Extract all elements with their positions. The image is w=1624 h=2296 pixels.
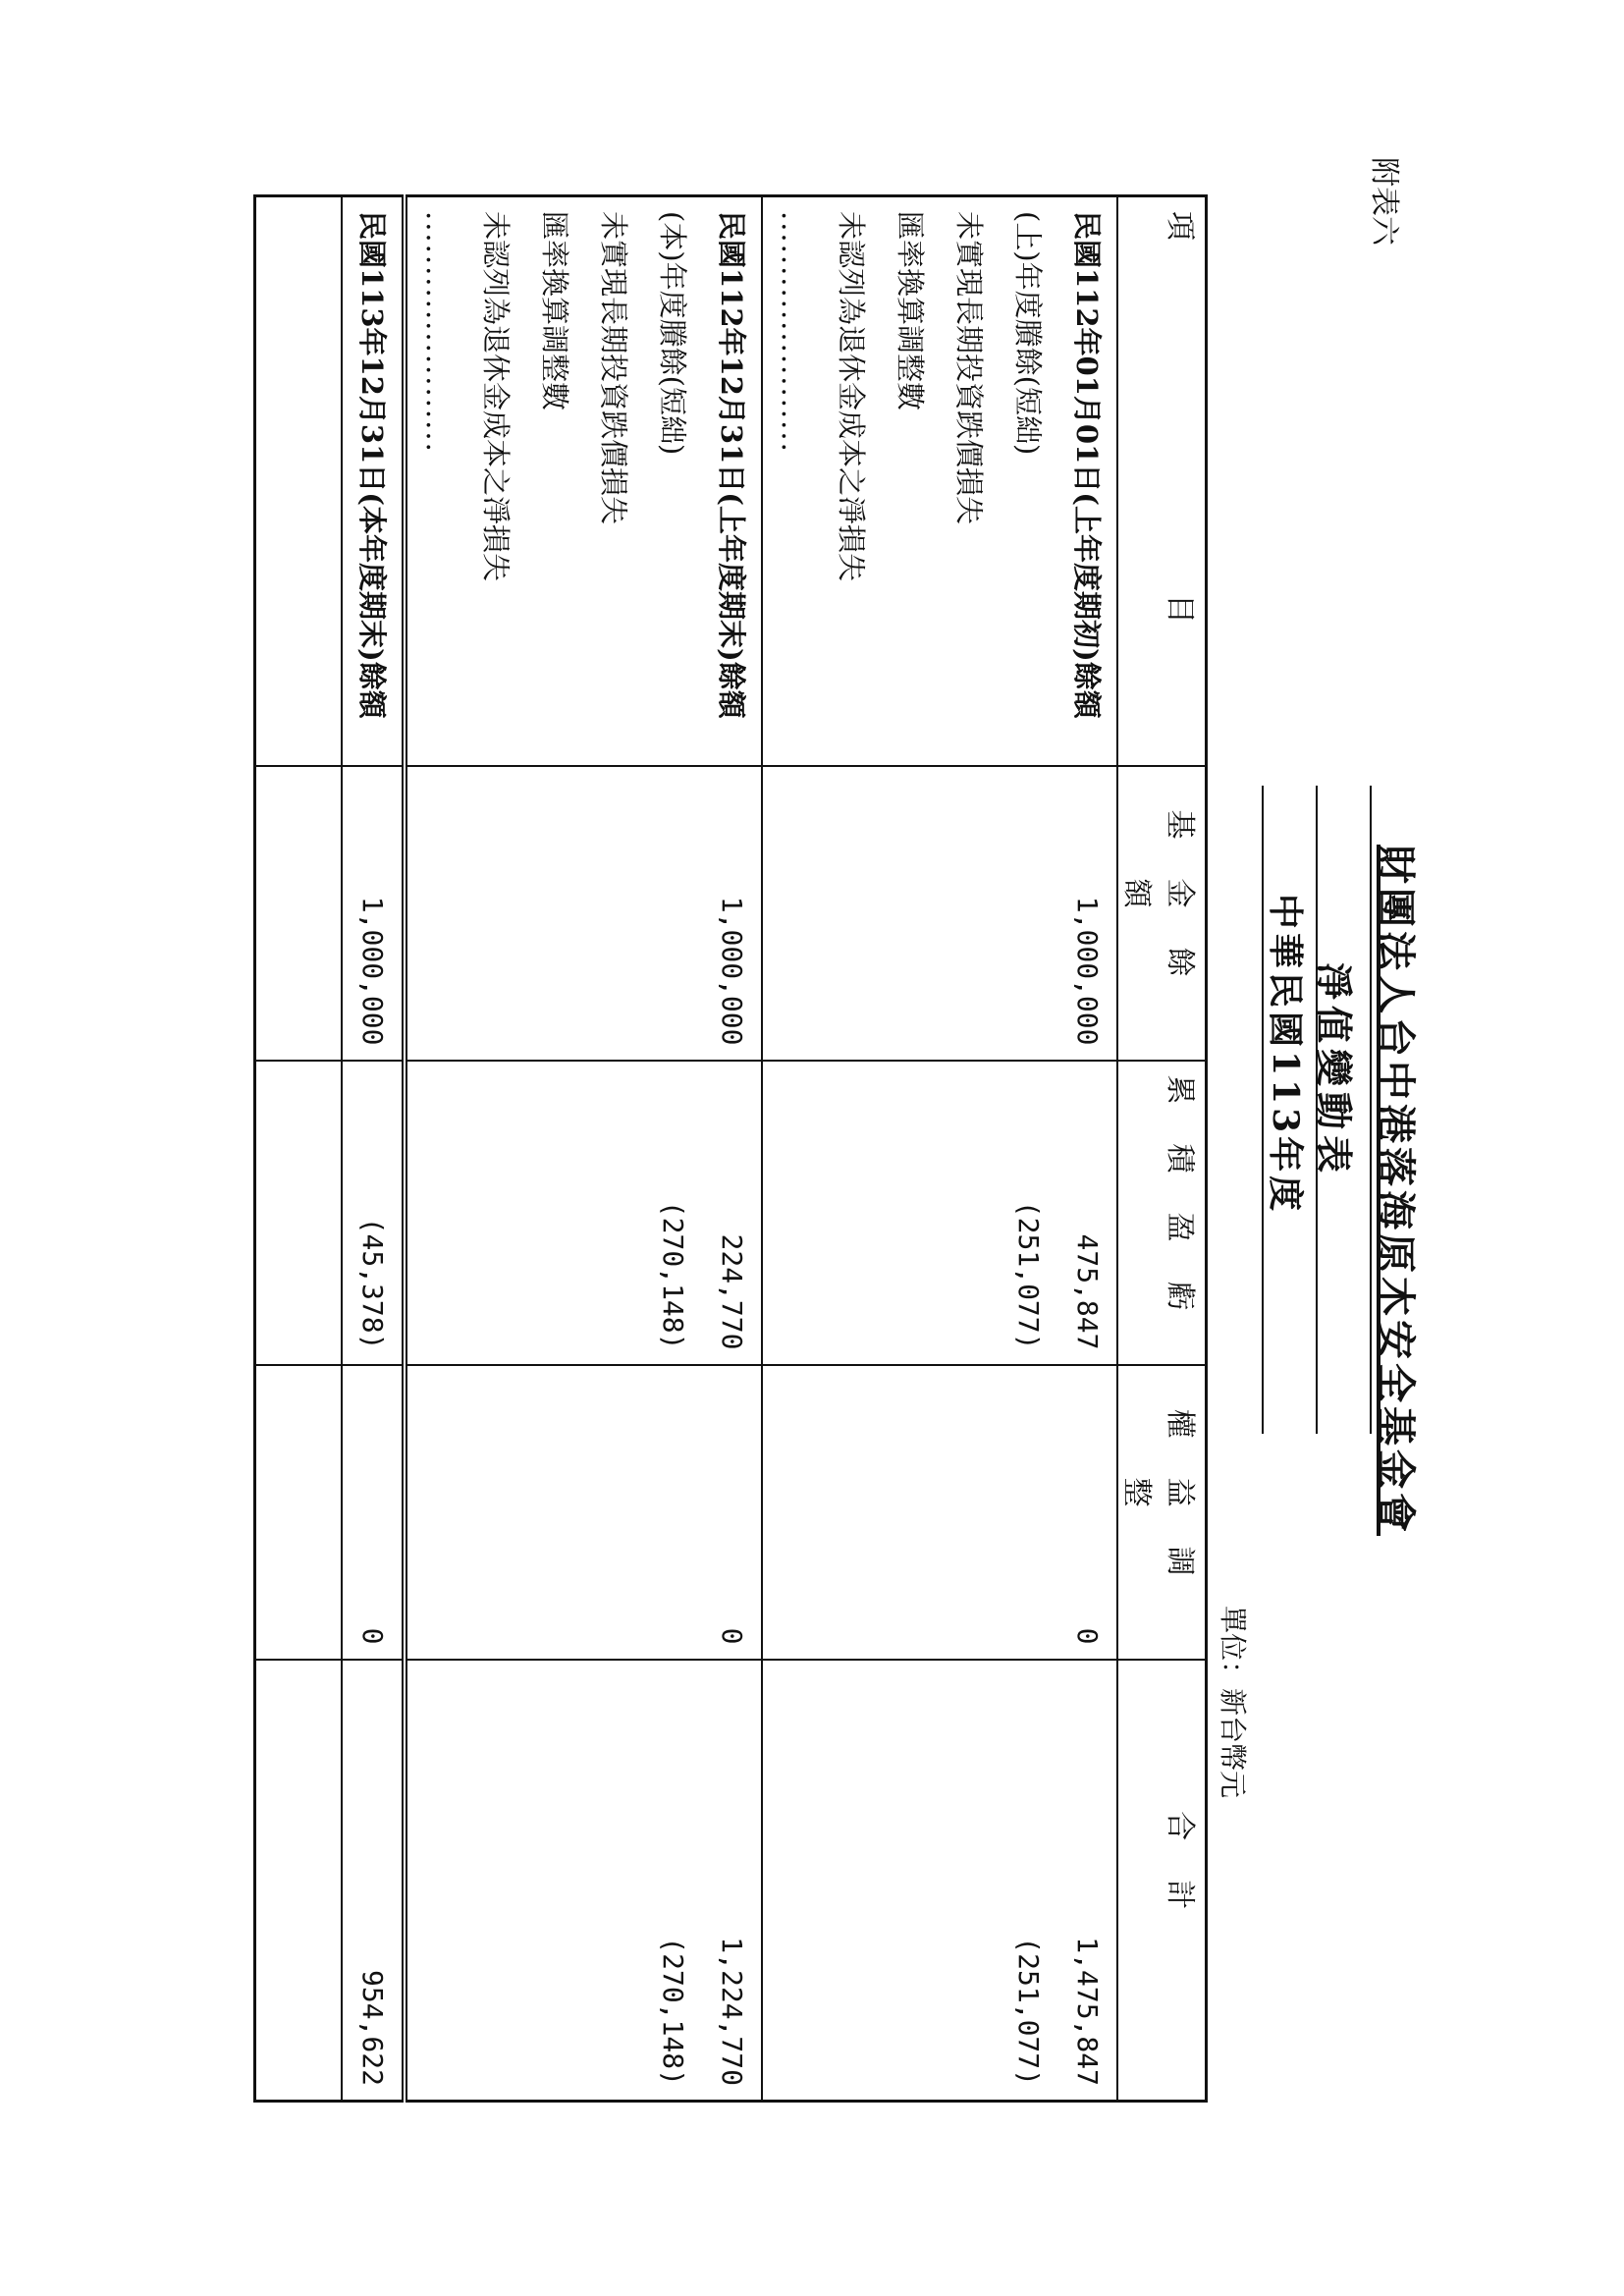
section-2-total xyxy=(405,1660,762,2102)
total-value: (270,148) xyxy=(657,1937,689,2086)
section-1-labels xyxy=(762,196,1117,766)
row-label: 未認列為退休金成本之淨損失 xyxy=(835,211,868,582)
section-2-equity xyxy=(405,1365,762,1660)
accumulated-value: 224,770 xyxy=(716,1233,748,1350)
equity-adj-value: 0 xyxy=(1071,1627,1104,1645)
section-2-labels xyxy=(405,196,762,766)
header-accumulated: 累積盈虧 xyxy=(1117,1061,1207,1365)
blank-cell xyxy=(255,1660,343,2102)
header-item: 項 目 xyxy=(1117,196,1207,766)
subtitle-underline xyxy=(1316,786,1318,1434)
fund-value: 1,000,000 xyxy=(356,896,389,1046)
row-label: 民國112年12月31日(上年度期末)餘額 xyxy=(715,211,748,719)
net-worth-change-table xyxy=(253,194,1208,2103)
header-fund-balance: 基金餘額 xyxy=(1117,766,1207,1061)
row-label: 匯率換算調整數 xyxy=(538,211,571,411)
row-label: (本)年度賸餘(短絀) xyxy=(656,211,689,456)
row-label: 民國113年12月31日(本年度期末)餘額 xyxy=(355,211,389,719)
total-value: 1,224,770 xyxy=(716,1937,748,2086)
row-label: 未實現長期投資跌價損失 xyxy=(597,211,630,525)
blank-cell xyxy=(255,196,343,766)
period-title: 中華民國113年度 xyxy=(1265,894,1306,1216)
header-row xyxy=(1117,196,1207,2102)
blank-row xyxy=(255,196,343,2102)
accumulated-value: (251,077) xyxy=(1012,1200,1045,1350)
fund-value: 1,000,000 xyxy=(716,896,748,1046)
fund-value xyxy=(643,781,702,1046)
final-accumulated xyxy=(342,1061,405,1365)
statement-title: 淨值變動表 xyxy=(1312,962,1356,1179)
section-1-total xyxy=(762,1660,1117,2102)
fund-value xyxy=(999,781,1057,1046)
header-equity-adjustment: 權益調整 xyxy=(1117,1365,1207,1660)
row-label: ...................... xyxy=(776,211,809,454)
total-value: 1,475,847 xyxy=(1071,1937,1104,2086)
blank-cell xyxy=(255,766,343,1061)
total-value: 954,622 xyxy=(356,1969,389,2086)
section-row xyxy=(405,196,762,2102)
row-label: 民國112年01月01日(上年度期初)餘額 xyxy=(1070,211,1104,719)
total-value: (251,077) xyxy=(1012,1937,1045,2086)
title-underline xyxy=(1370,786,1372,1434)
row-label: 未認列為退休金成本之淨損失 xyxy=(479,211,513,582)
annex-label: 附表六 xyxy=(1367,157,1401,246)
accumulated-value: 475,847 xyxy=(1071,1233,1104,1350)
section-1-fund xyxy=(762,766,1117,1061)
period-underline xyxy=(1262,786,1264,1434)
accumulated-value: (270,148) xyxy=(657,1200,689,1350)
section-1-accumulated xyxy=(762,1061,1117,1365)
final-balance-row xyxy=(342,196,405,2102)
equity-adj-value xyxy=(643,1380,702,1645)
blank-cell xyxy=(255,1061,343,1365)
final-equity xyxy=(342,1365,405,1660)
section-2-accumulated xyxy=(405,1061,762,1365)
equity-adj-value xyxy=(999,1380,1057,1645)
final-fund xyxy=(342,766,405,1061)
fund-value: 1,000,000 xyxy=(1071,896,1104,1046)
row-label: ...................... xyxy=(420,211,454,454)
final-total xyxy=(342,1660,405,2102)
header-total: 合計 xyxy=(1117,1660,1207,2102)
blank-cell xyxy=(255,1365,343,1660)
row-label: 匯率換算調整數 xyxy=(893,211,927,411)
final-label xyxy=(342,196,405,766)
equity-adj-value: 0 xyxy=(356,1627,389,1645)
section-1-equity xyxy=(762,1365,1117,1660)
rotated-page xyxy=(152,79,1429,2102)
row-label: (上)年度賸餘(短絀) xyxy=(1011,211,1045,456)
section-2-fund xyxy=(405,766,762,1061)
currency-unit: 單位：新台幣元 xyxy=(1217,1606,1249,1799)
row-label: 未實現長期投資跌價損失 xyxy=(952,211,986,525)
equity-adj-value: 0 xyxy=(716,1627,748,1645)
organization-title: 財團法人台中港落海原木安全基金會 xyxy=(1373,845,1419,1536)
accumulated-value: (45,378) xyxy=(356,1217,389,1350)
section-row xyxy=(762,196,1117,2102)
